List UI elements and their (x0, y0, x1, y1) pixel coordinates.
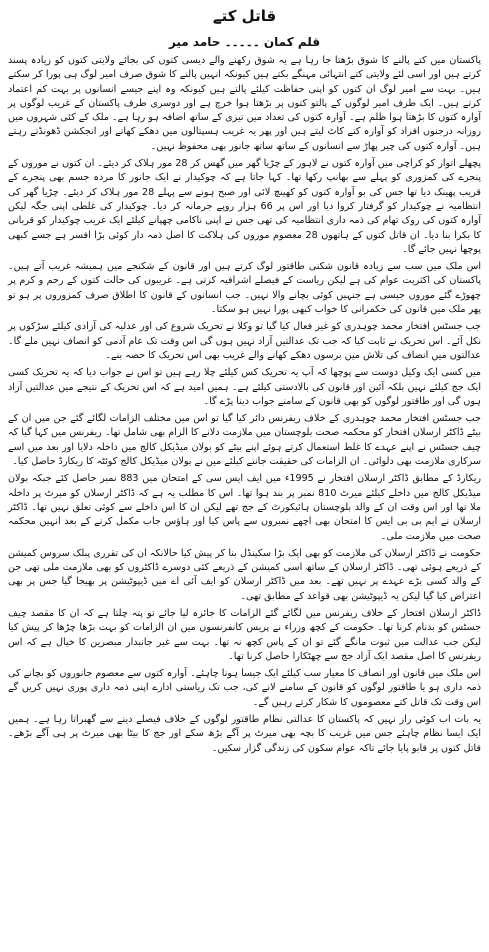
body-paragraph: اس ملک میں قانون اور انصاف کا معیار سب کیلئے ایک جیسا ہونا چاہئے۔ آوارہ کتوں سے معصوم جانوروں کو بچانے کی ذمہ داری ہو یا طاقتور لوگوں کو قانون کے سامنے لانے کی، جب تک ریاستی ادارے اپنی ذمہ داری پوری نہیں کریں گے اس وقت تک قاتل کتے معصوموں کا شکار کرتے رہیں گے۔ (8, 668, 481, 708)
body-paragraph: اس ملک میں سب سے زیادہ قانون شکنی طاقتور لوگ کرتے ہیں اور قانون کے شکنجے میں ہمیشہ غریب آتے ہیں۔ پاکستان کی اکثریت عوام کی ہے لیکن ریاست کے فیصلے اشرافیہ کرتی ہے۔ غریبوں کی حالت کتوں کے رحم و کرم پر چھوڑے گئے موروں جیسی ہے جنہیں کوئی بچانے والا نہیں۔ جب انسانوں کے قانون کا اطلاق صرف کمزوروں پر ہو تو پھر ملک میں قانون کی حکمرانی کا خواب کبھی پورا نہیں ہو سکتا۔ (8, 261, 481, 316)
body-paragraph: حکومت نے ڈاکٹر ارسلان کی ملازمت کو بھی ایک بڑا سکینڈل بنا کر پیش کیا حالانکہ ان کی تقرری پبلک سروس کمیشن کے ذریعے ہوئی تھی۔ ڈاکٹر ارسلان کے ساتھ اسی کمیشن کے ذریعے کئی دوسرے ڈاکٹروں کو بھی ملازمت ملی تھی جن کے والد کسی بڑے عہدے پر نہیں تھے۔ بعد میں ڈاکٹر ارسلان کو ایف آئی اے میں ڈیپوٹیشن پر بھیجا گیا جس پر بھی اعتراض کیا گیا لیکن یہ ڈیپوٹیشن بھی قواعد کے مطابق تھی۔ (8, 547, 481, 602)
column-body (8, 54, 481, 756)
body-paragraph: ریکارڈ کے مطابق ڈاکٹر ارسلان افتخار نے 1995ء میں ایف ایس سی کے امتحان میں 883 نمبر حاصل کئے جبکہ بولان میڈیکل کالج میں داخلے کیلئے میرٹ 810 نمبر پر بند ہوا تھا۔ اس کا مطلب یہ ہے کہ ڈاکٹر ارسلان کو میرٹ پر داخلہ ملا تھا اور اس وقت ان کے والد بلوچستان ہائیکورٹ کے جج تھے لیکن ان کا اس داخلے سے کوئی تعلق نہیں تھا۔ ڈاکٹر ارسلان نے ایم بی بی ایس کا امتحان بھی اچھے نمبروں سے پاس کیا اور ہاؤس جاب مکمل کرنے کے بعد انہیں محکمہ صحت میں ملازمت ملی۔ (8, 473, 481, 542)
body-paragraph: پاکستان میں کتے پالنے کا شوق بڑھتا جا رہا ہے یہ شوق رکھنے والے دیسی کتوں کی بجائے ولایتی کتوں کو زیادہ پسند کرتے ہیں اور اسی لئے ولایتی کتے انتہائی مہنگے بکتے ہیں کیونکہ انہیں پالنے کا شوق صرف امیر لوگ ہی پورا کر سکتے ہیں۔ بہت سے امیر لوگ ان کتوں کو اپنی حفاظت کیلئے پالتے ہیں کیونکہ وہ اپنے جیسے انسانوں پر بہت کم اعتماد کرتے ہیں۔ ایک طرف امیر لوگوں کے پالتو کتوں پر بڑھتا ہوا خرچ ہے اور دوسری طرف پاکستان کے غریب لوگوں پر آوارہ کتوں کا بڑھتا ہوا ظلم ہے۔ آوارہ کتوں کی تعداد میں تیزی کے ساتھ اضافہ ہو رہا ہے۔ ملک کے کئی شہروں میں روزانہ درجنوں افراد کو آوارہ کتے کاٹ لیتے ہیں اور پھر یہ غریب ہسپتالوں میں دھکے کھاتے اور انجکشن ڈھونڈتے رہتے ہیں۔ آوارہ کتوں کی چیر پھاڑ سے انسانوں کے ساتھ ساتھ جانور بھی محفوظ نہیں۔ (8, 55, 481, 152)
body-paragraph: میں کسی ایک وکیل دوست سے پوچھا کہ آپ یہ تحریک کس کیلئے چلا رہے ہیں تو اس نے جواب دیا کہ یہ تحریک کسی ایک جج کیلئے نہیں بلکہ آئین اور قانون کی بالادستی کیلئے ہے۔ ہمیں امید ہے کہ اس تحریک کے نتیجے میں عدالتیں آزاد ہوں گی اور طاقتور لوگوں کو بھی قانون کے سامنے جواب دینا پڑے گا۔ (8, 367, 481, 407)
column-byline: قلم کمان ۔۔۔۔۔ حامد میر (168, 35, 321, 49)
column-title: قاتل کتے (212, 7, 277, 25)
body-paragraph: پچھلے اتوار کو کراچی میں آوارہ کتوں نے لاہور کے چڑیا گھر میں گھس کر 28 مور ہلاک کر دیئے۔ ان کتوں نے موروں کے پنجرے کی کمزوری کو پہلے سے بھانپ رکھا تھا۔ کہا جاتا ہے کہ چوکیدار نے ایک جانور کا مردہ جسم بھی پنجرے کے قریب پھینک دیا تھا جس کی بو آوارہ کتوں کو کھینچ لائی اور صبح ہونے سے پہلے 28 مور ہلاک کر دیئے۔ چڑیا گھر کی انتظامیہ نے چوکیدار کو گرفتار کروا دیا اور اس پر 66 ہزار روپے جرمانہ کر دیا۔ چوکیدار کی غلطی اپنی جگہ لیکن آوارہ کتوں کی روک تھام کی ذمہ داری انتظامیہ کی تھی جس نے اپنی ناکامی چھپانے کیلئے ایک غریب چوکیدار کو قربانی کا بکرا بنا دیا۔ ان قاتل کتوں کے ہاتھوں 28 معصوم موروں کی ہلاکت کا اصل ذمہ دار کوئی بڑا افسر ہے جسے کبھی پوچھا نہیں جائے گا۔ (8, 158, 481, 255)
body-paragraph: ڈاکٹر ارسلان افتخار کے خلاف ریفرنس میں لگائے گئے الزامات کا جائزہ لیا جائے تو پتہ چلتا ہے کہ ان کا مقصد چیف جسٹس کو بدنام کرنا تھا۔ حکومت کے کچھ وزراء نے پریس کانفرنسوں میں ان الزامات کو بہت بڑھا چڑھا کر پیش کیا لیکن جب عدالت میں ثبوت مانگے گئے تو ان کے پاس کچھ نہ تھا۔ بہت سے غیر جانبدار مبصرین کا خیال ہے کہ اس ریفرنس کا اصل مقصد ایک آزاد جج سے چھٹکارا حاصل کرنا تھا۔ (8, 607, 481, 662)
body-paragraph: یہ بات اب کوئی راز نہیں کہ پاکستان کا عدالتی نظام طاقتور لوگوں کے خلاف فیصلے دینے سے گھبراتا رہا ہے۔ ہمیں ایک ایسا نظام چاہئے جس میں غریب کا بچہ بھی میرٹ پر آگے بڑھ سکے اور جج کا بیٹا بھی میرٹ پر ہی آگے بڑھے۔ قاتل کتوں پر قابو پایا جائے تاکہ عوام سکون کی زندگی گزار سکیں۔ (8, 714, 481, 754)
body-paragraph: جب جسٹس افتخار محمد چوہدری کے خلاف ریفرنس دائر کیا گیا تو اس میں مختلف الزامات لگائے گئے جن میں ان کے بیٹے ڈاکٹر ارسلان افتخار کو محکمہ صحت بلوچستان میں ملازمت دلانے کا الزام بھی شامل تھا۔ ریفرنس میں کہا گیا کہ چیف جسٹس نے اپنے عہدے کا غلط استعمال کرتے ہوئے اپنے بیٹے کو بولان میڈیکل کالج میں داخلہ دلایا اور بعد میں اسے سرکاری ملازمت بھی دلوائی۔ ان الزامات کی حقیقت جاننے کیلئے میں نے بولان میڈیکل کالج کوئٹہ کا ریکارڈ حاصل کیا۔ (8, 413, 481, 468)
body-paragraph: جب جسٹس افتخار محمد چوہدری کو غیر فعال کیا گیا تو وکلا نے تحریک شروع کی اور عدلیہ کی آزادی کیلئے سڑکوں پر نکل آئے۔ اس تحریک نے ثابت کیا کہ جب تک عدالتیں آزاد نہیں ہوں گی اس وقت تک عام آدمی کو انصاف نہیں ملے گا۔ عدالتوں میں انصاف کی تلاش میں برسوں دھکے کھانے والے غریب بھی اس تحریک کا حصہ بنے۔ (8, 321, 481, 361)
